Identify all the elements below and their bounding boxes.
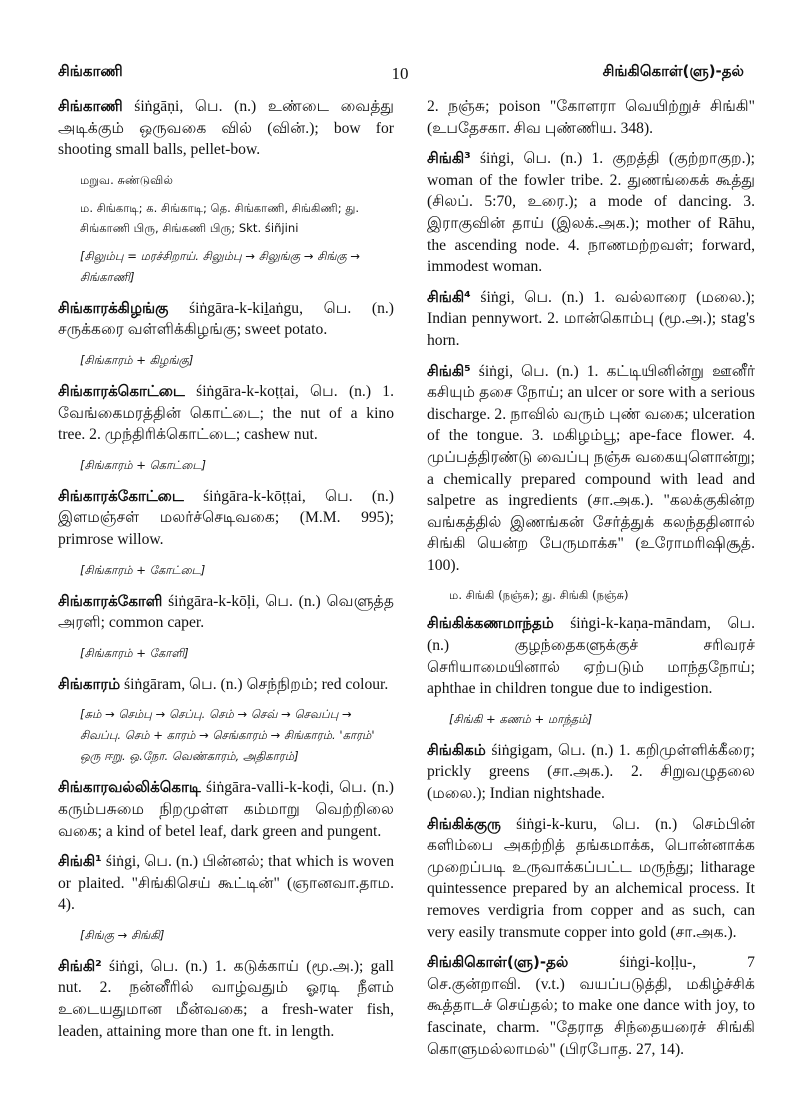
etymology-line: [சிங்கு → சிங்கி] [80,927,165,942]
entry-definition: śiṅgi-koḷḷu-, 7 செ.குன்றாவி. (v.t.) வயப்படுத்தி, மகிழ்ச்சிக் கூத்தாடச் செய்தல்; to make one dance with joy, to fascinate, charm. "தேராத சிந்தையரைச் சிங்கி கொளுமல்லாமல்" (பிரபோத. 27, 14). [427,954,755,1058]
dictionary-entry [427,96,755,139]
entry-definition: śiṅgāra-valli-k-koḍi, பெ. (n.) கரும்பசுமை நிறமுள்ள கம்மாறு வெற்றிலை வகை; a kind of betel leaf, dark green and pungent. [58,779,394,840]
page-number: 10 [391,64,409,83]
etymology-line: [சிங்கி + கணம் + மாந்தம்] [449,711,593,726]
entry-headword: சிங்காரம் [58,674,121,693]
etymology-line: [சிங்காரம் + கொட்டை] [80,457,207,472]
entry-definition: śiṅgi, பெ. (n.) 1. கடுக்காய் (மூ.அ.); gall nut. 2. நன்னீரில் வாழ்வதும் ஓரடி நீளம் உடையதுமான மீன்வகை; a fresh-water fish, leaden, attaining more than one ft. in length. [58,957,394,1040]
entry-headword: சிங்கிக்குரு [427,814,501,833]
dictionary-entry [58,96,394,161]
entry-definition: śiṅgi, பெ. (n.) 1. குறத்தி (குற்றாகுற.); woman of the fowler tribe. 2. துணங்கைக் கூத்து (சிலப். 5:70, உரை.); a mode of dancing. 3. இராகுவின் தாய் (இலக்.அக.); mother of Rāhu, the ascending node. 4. நாணமற்றவள்; forward, immodest woman. [427,150,755,276]
running-head-right: சிங்கிகொள்(ளு)-தல் [602,62,744,80]
entry-definition: śiṅgāra-k-kōṭṭai, பெ. (n.) இளமஞ்சள் மலர்ச்செடிவகை; (M.M. 995); primrose willow. [58,487,394,548]
entry-headword: சிங்கி³ [427,149,471,168]
etymology-line: [சிங்காரம் + கிழங்கு] [80,352,194,367]
entry-headword: சிங்கி⁴ [427,287,471,306]
dictionary-entry [58,591,394,634]
entry-headword: சிங்கிகொள்(ளு)-தல் [427,953,569,972]
entry-definition: śiṅgāṇi, பெ. (n.) உண்டை வைத்து அடிக்கும் ஒருவகை வில் (வின்.); bow for shooting small balls, pellet-bow. [58,98,394,159]
right-column [427,96,755,1069]
dictionary-entry [58,851,394,916]
entry-definition: śiṅgāra-k-kiḻaṅgu, பெ. (n.) சருக்கரை வள்ளிக்கிழங்கு; sweet potato. [58,299,395,339]
entry-headword: சிங்காரக்கோட்டை [58,486,184,505]
entry-headword: சிங்கி¹ [58,852,102,871]
etymology-line: [சிங்காரம் + கோட்டை] [80,562,206,577]
entry-definition: 2. நஞ்சு; poison "கோளரா வெயிற்றுச் சிங்கி" (உபதேசகா. சிவ புண்ணிய. 348). [427,98,755,137]
entry-headword: சிங்கிக்கணமாந்தம் [427,614,554,633]
cognate-line: ம. சிங்காடி; க. சிங்காடி; தெ. சிங்காணி, சிங்கிணி; து. சிங்காணி பிரு, சிங்கணி பிரு; Skt. śiñjini [80,200,360,235]
dictionary-entry [58,674,394,696]
entry-headword: சிங்காரக்கிழங்கு [58,298,169,317]
entry-definition: śiṅgāram, பெ. (n.) செந்நிறம்; red colour. [124,675,389,693]
entry-headword: சிங்காரக்கோளி [58,591,163,610]
left-column [58,96,394,1051]
dictionary-entry [58,486,394,551]
dictionary-entry [427,613,755,699]
dictionary-entry [58,956,394,1042]
etymology-line: [சிங்காரம் + கோளி] [80,645,189,660]
entry-headword: சிங்காரவல்லிக்கொடி [58,778,201,797]
dictionary-entry [58,298,394,341]
dictionary-entry [427,814,755,944]
entry-definition: śiṅgi, பெ. (n.) 1. வல்லாரை (மலை.); Indian pennywort. 2. மான்கொம்பு (மூ.அ.); stag's horn. [427,288,755,349]
entry-definition: śiṅgi, பெ. (n.) 1. கட்டியினின்று ஊனீர் கசியும் தசை நோய்; an ulcer or sore with a serious discharge. 2. நாவில் வரும் புண் வகை; ulceration of the tongue. 3. மகிழம்பூ; ape-face flower. 4. முப்பத்திரண்டு வைப்பு நஞ்சு வகையுளொன்று; a chemically prepared compound with lead and salpetre as ingredients (சா.அக.). "கலக்குகின்ற வங்கத்தில் இணங்கன் சேர்த்துக் கலந்ததினால் சிங்கி யென்ற பேருமாக்சு" (உரோமரிஷிசூத். 100). [427,362,755,574]
dictionary-entry [427,148,755,278]
entry-definition: śiṅgi-k-kuru, பெ. (n.) செம்பின் களிம்பை அகற்றித் தங்கமாக்க, பொன்னாக்க முறைப்படி உருவாக்கப்பட்ட மருந்து; litharage quintessence prepared by an alchemical process. It removes verdigria from copper and as such, can very easily transmute copper into gold (சா.அக.). [427,815,755,941]
dictionary-entry [427,952,755,1060]
entry-definition: śiṅgigam, பெ. (n.) 1. கறிமுள்ளிக்கீரை; prickly greens (சா.அக.). 2. சிறுவழுதலை (மலை.); Indian nightshade. [427,741,755,803]
entry-headword: சிங்கிகம் [427,740,486,759]
dictionary-entry [427,740,755,805]
etymology-line: [சிலும்பு = மரச்சிறாய். சிலும்பு → சிலுங்கு → சிங்கு → சிங்காணி] [80,248,361,284]
entry-headword: சிங்கி² [58,956,102,975]
etymology-line: [சும் → செம்பு → செப்பு. செம் → செவ் → செவப்பு → சிவப்பு. செம் + காரம் → செங்காரம் → சிங்காரம். 'காரம்' ஒரு ஈறு. ஒ.நோ. வெண்காரம், அதிகாரம்] [80,707,375,764]
dictionary-entry [58,381,394,446]
dictionary-entry [58,777,394,842]
entry-headword: சிங்காணி [58,97,123,115]
entry-definition: śiṅgāra-k-kōḷi, பெ. (n.) வெளுத்த அரளி; common caper. [58,592,394,632]
entry-definition: śiṅgi-k-kaṇa-māndam, பெ. (n.) குழந்தைகளுக்குச் சரிவரச் செரியாமையினால் ஏற்படும் மாந்தநோய்; aphthae in children tongue due to indigestion. [427,615,755,698]
entry-headword: சிங்கி⁵ [427,361,471,380]
running-head-left: சிங்காணி [58,62,123,80]
dictionary-entry [427,361,755,577]
dictionary-entry [427,287,755,352]
entry-definition: śiṅgi, பெ. (n.) பின்னல்; that which is woven or plaited. "சிங்கிசெய் கூட்டின்" (ஞானவா.தாம. 4). [58,853,394,914]
entry-headword: சிங்காரக்கொட்டை [58,381,185,400]
entry-definition: śiṅgāra-k-koṭṭai, பெ. (n.) 1. வேங்கைமரத்தின் கொட்டை; the nut of a kino tree. 2. முந்திரிக்கொட்டை; cashew nut. [58,382,394,444]
cognate-line: ம. சிங்கி (நஞ்சு); து. சிங்கி (நஞ்சு) [449,588,629,603]
cognate-line: மறுவ. சுண்டுவில் [80,172,173,187]
